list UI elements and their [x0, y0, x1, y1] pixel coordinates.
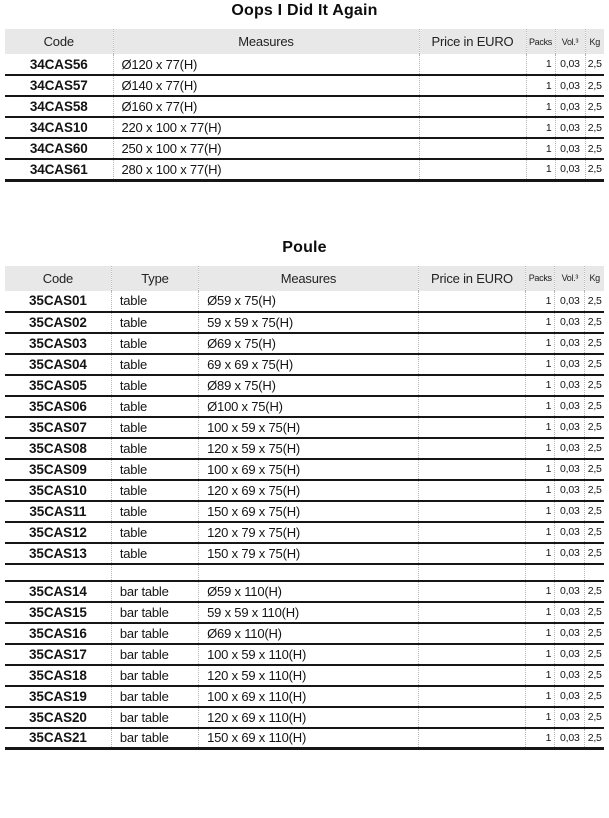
cell-packs: 1 [526, 623, 555, 644]
table-row [5, 291, 604, 312]
cell-code: 35CAS14 [29, 583, 87, 599]
cell-kg: 2,5 [585, 522, 604, 543]
cell-measures: 120 x 59 x 110(H) [199, 665, 419, 686]
cell-code: 35CAS21 [29, 730, 87, 746]
cell-packs: 1 [526, 480, 555, 501]
cell-kg: 2,5 [585, 375, 604, 396]
table-row [5, 581, 604, 602]
cell-price [419, 159, 526, 180]
cell-vol: 0,03 [555, 707, 585, 728]
cell-kg: 2,5 [585, 665, 604, 686]
cell-kg: 2,5 [585, 96, 604, 117]
section-oops-i-did-it-again [5, 2, 604, 182]
cell-price [418, 543, 525, 564]
cell-code: 35CAS15 [29, 604, 87, 620]
cell-price [418, 707, 525, 728]
col-header-vol: Vol.³ [555, 29, 585, 54]
table-row [5, 686, 604, 707]
cell-vol: 0,03 [555, 602, 585, 623]
col-header-type: Type [111, 266, 198, 291]
table-row [5, 96, 604, 117]
cell-vol: 0,03 [555, 501, 585, 522]
cell-price [419, 117, 526, 138]
cell-packs: 1 [526, 438, 555, 459]
cell-code: 35CAS08 [29, 440, 87, 456]
cell-code: 34CAS57 [29, 78, 88, 93]
cell-type [111, 564, 198, 581]
cell-vol: 0,03 [555, 375, 585, 396]
cell-code: 35CAS07 [29, 419, 87, 435]
col-header-measures: Measures [113, 29, 419, 54]
table-title: Oops I Did It Again [231, 2, 378, 19]
cell-packs: 1 [526, 522, 555, 543]
cell-vol: 0,03 [555, 581, 585, 602]
cell-kg: 2,5 [585, 138, 604, 159]
cell-code: 35CAS06 [29, 398, 87, 414]
cell-measures: 150 x 69 x 75(H) [199, 501, 419, 522]
cell-vol: 0,03 [555, 117, 585, 138]
cell-kg [585, 564, 604, 581]
col-header-kg: Kg [585, 29, 604, 54]
cell-vol: 0,03 [555, 96, 585, 117]
table-row [5, 159, 604, 180]
cell-code: 34CAS61 [29, 161, 88, 177]
col-header-price: Price in EURO [418, 266, 525, 291]
col-header-code: Code [42, 270, 74, 286]
cell-kg: 2,5 [585, 644, 604, 665]
cell-code: 35CAS17 [29, 646, 87, 662]
cell-vol: 0,03 [555, 438, 585, 459]
cell-type: table [111, 333, 198, 354]
cell-measures: Ø59 x 75(H) [199, 291, 419, 312]
cell-code: 35CAS19 [29, 688, 87, 704]
cell-vol: 0,03 [555, 686, 585, 707]
cell-type: table [111, 417, 198, 438]
cell-code: 34CAS10 [29, 120, 88, 135]
cell-packs: 1 [526, 117, 555, 138]
cell-packs: 1 [526, 644, 555, 665]
cell-type: table [111, 501, 198, 522]
cell-kg: 2,5 [585, 396, 604, 417]
cell-packs: 1 [526, 417, 555, 438]
table-row [5, 354, 604, 375]
cell-measures: 59 x 59 x 75(H) [199, 312, 419, 333]
header-row [5, 29, 604, 54]
cell-measures [199, 564, 419, 581]
cell-kg: 2,5 [585, 728, 604, 749]
cell-measures: 120 x 59 x 75(H) [199, 438, 419, 459]
col-header-price: Price in EURO [419, 29, 526, 54]
cell-price [418, 728, 525, 749]
cell-price [418, 602, 525, 623]
cell-measures: Ø69 x 75(H) [199, 333, 419, 354]
cell-type: bar table [111, 644, 198, 665]
table-row [5, 522, 604, 543]
cell-measures: Ø100 x 75(H) [199, 396, 419, 417]
price-table [5, 29, 604, 182]
table-row [5, 644, 604, 665]
cell-kg: 2,5 [585, 543, 604, 564]
cell-vol: 0,03 [555, 75, 585, 96]
cell-price [418, 564, 525, 581]
cell-vol: 0,03 [555, 333, 585, 354]
table-row [5, 417, 604, 438]
cell-kg: 2,5 [585, 602, 604, 623]
table-row [5, 501, 604, 522]
cell-measures: 120 x 69 x 75(H) [199, 480, 419, 501]
cell-packs: 1 [526, 728, 555, 749]
col-header-code: Code [43, 34, 74, 49]
cell-price [419, 75, 526, 96]
cell-measures: 100 x 59 x 75(H) [199, 417, 419, 438]
cell-kg: 2,5 [585, 686, 604, 707]
table-row [5, 138, 604, 159]
cell-kg: 2,5 [585, 501, 604, 522]
cell-vol: 0,03 [555, 644, 585, 665]
cell-type: table [111, 543, 198, 564]
cell-packs: 1 [526, 75, 555, 96]
cell-measures: Ø120 x 77(H) [113, 54, 419, 75]
cell-code: 34CAS60 [29, 141, 88, 156]
table-row [5, 312, 604, 333]
cell-code: 35CAS10 [29, 482, 87, 498]
table-row [5, 480, 604, 501]
cell-type: table [111, 312, 198, 333]
cell-kg: 2,5 [585, 417, 604, 438]
cell-price [418, 312, 525, 333]
cell-kg: 2,5 [585, 707, 604, 728]
cell-measures: 100 x 69 x 75(H) [199, 459, 419, 480]
cell-measures: 150 x 79 x 75(H) [199, 543, 419, 564]
cell-kg: 2,5 [585, 581, 604, 602]
table-row [5, 459, 604, 480]
table-title: Poule [282, 238, 327, 256]
col-header-vol: Vol.³ [555, 266, 585, 291]
cell-code: 35CAS13 [29, 545, 87, 561]
cell-code: 35CAS16 [29, 625, 87, 641]
cell-vol: 0,03 [555, 138, 585, 159]
table-body [5, 291, 604, 749]
cell-price [418, 665, 525, 686]
cell-type: bar table [111, 623, 198, 644]
cell-vol: 0,03 [555, 396, 585, 417]
cell-packs: 1 [526, 333, 555, 354]
cell-type: table [111, 480, 198, 501]
cell-packs: 1 [526, 159, 555, 180]
cell-price [418, 623, 525, 644]
cell-packs: 1 [526, 686, 555, 707]
cell-type: table [111, 375, 198, 396]
cell-measures: 100 x 69 x 110(H) [199, 686, 419, 707]
table-row [5, 602, 604, 623]
cell-type: table [111, 396, 198, 417]
cell-packs: 1 [526, 581, 555, 602]
cell-packs: 1 [526, 312, 555, 333]
cell-type: bar table [111, 581, 198, 602]
price-table [5, 266, 604, 751]
cell-price [419, 138, 526, 159]
cell-vol: 0,03 [555, 522, 585, 543]
cell-type: bar table [111, 707, 198, 728]
cell-code: 35CAS11 [29, 503, 87, 519]
cell-packs: 1 [526, 354, 555, 375]
table-row [5, 543, 604, 564]
cell-price [418, 417, 525, 438]
cell-vol: 0,03 [555, 623, 585, 644]
cell-type: table [111, 354, 198, 375]
cell-code: 35CAS03 [29, 335, 87, 351]
cell-measures: 150 x 69 x 110(H) [199, 728, 419, 749]
cell-code: 35CAS01 [29, 293, 87, 308]
cell-measures: Ø69 x 110(H) [199, 623, 419, 644]
cell-price [418, 459, 525, 480]
cell-price [418, 581, 525, 602]
cell-measures: 120 x 69 x 110(H) [199, 707, 419, 728]
table-header [5, 266, 604, 291]
col-header-kg: Kg [585, 266, 604, 291]
cell-kg: 2,5 [585, 312, 604, 333]
cell-vol: 0,03 [555, 665, 585, 686]
cell-measures: 100 x 59 x 110(H) [199, 644, 419, 665]
cell-code: 35CAS18 [29, 667, 87, 683]
cell-vol: 0,03 [555, 417, 585, 438]
cell-vol: 0,03 [555, 459, 585, 480]
cell-packs: 1 [526, 543, 555, 564]
cell-measures: 280 x 100 x 77(H) [113, 159, 419, 180]
cell-packs: 1 [526, 54, 555, 75]
cell-type: table [111, 291, 198, 312]
table-row [5, 54, 604, 75]
table-row [5, 75, 604, 96]
cell-measures: Ø160 x 77(H) [113, 96, 419, 117]
cell-code: 35CAS05 [29, 377, 87, 393]
table-row [5, 396, 604, 417]
cell-price [419, 54, 526, 75]
table-header [5, 29, 604, 54]
cell-price [418, 396, 525, 417]
cell-vol: 0,03 [555, 480, 585, 501]
cell-code: 35CAS04 [29, 356, 87, 372]
cell-vol: 0,03 [555, 728, 585, 749]
cell-packs: 1 [526, 375, 555, 396]
cell-measures: Ø59 x 110(H) [199, 581, 419, 602]
table-row [5, 333, 604, 354]
cell-price [418, 501, 525, 522]
table-row [5, 665, 604, 686]
cell-price [418, 686, 525, 707]
table-row [5, 623, 604, 644]
cell-kg: 2,5 [585, 54, 604, 75]
cell-measures: 69 x 69 x 75(H) [199, 354, 419, 375]
cell-kg: 2,5 [585, 75, 604, 96]
cell-price [418, 375, 525, 396]
cell-vol: 0,03 [555, 291, 585, 312]
cell-packs: 1 [526, 459, 555, 480]
cell-price [418, 644, 525, 665]
cell-measures: 120 x 79 x 75(H) [199, 522, 419, 543]
cell-kg: 2,5 [585, 117, 604, 138]
cell-measures: 250 x 100 x 77(H) [113, 138, 419, 159]
cell-type: table [111, 438, 198, 459]
cell-kg: 2,5 [585, 480, 604, 501]
cell-type: bar table [111, 686, 198, 707]
cell-price [418, 354, 525, 375]
cell-code: 35CAS12 [29, 524, 87, 540]
col-header-measures: Measures [199, 266, 419, 291]
cell-price [418, 333, 525, 354]
table-row [5, 438, 604, 459]
cell-type: table [111, 459, 198, 480]
cell-kg: 2,5 [585, 354, 604, 375]
cell-code: 34CAS58 [29, 99, 88, 114]
cell-kg: 2,5 [585, 333, 604, 354]
cell-vol: 0,03 [555, 312, 585, 333]
cell-packs: 1 [526, 96, 555, 117]
cell-price [418, 522, 525, 543]
header-row [5, 266, 604, 291]
cell-measures: 220 x 100 x 77(H) [113, 117, 419, 138]
cell-packs [526, 564, 555, 581]
cell-type: bar table [111, 728, 198, 749]
table-row [5, 728, 604, 749]
table-body [5, 54, 604, 180]
col-header-packs: Packs [526, 29, 555, 54]
cell-vol: 0,03 [555, 354, 585, 375]
col-header-packs: Packs [526, 266, 555, 291]
cell-code: 35CAS20 [29, 709, 87, 725]
cell-price [418, 480, 525, 501]
cell-price [418, 438, 525, 459]
cell-kg: 2,5 [585, 159, 604, 180]
cell-vol: 0,03 [555, 159, 585, 180]
cell-kg: 2,5 [585, 438, 604, 459]
cell-code [5, 564, 111, 581]
cell-packs: 1 [526, 665, 555, 686]
cell-type: table [111, 522, 198, 543]
cell-measures: 59 x 59 x 110(H) [199, 602, 419, 623]
cell-packs: 1 [526, 707, 555, 728]
cell-vol: 0,03 [555, 54, 585, 75]
cell-packs: 1 [526, 396, 555, 417]
cell-code: 34CAS56 [29, 56, 88, 72]
cell-price [418, 291, 525, 312]
cell-measures: Ø140 x 77(H) [113, 75, 419, 96]
cell-packs: 1 [526, 501, 555, 522]
cell-packs: 1 [526, 602, 555, 623]
cell-code: 35CAS02 [29, 314, 87, 330]
cell-code: 35CAS09 [29, 461, 87, 477]
table-row [5, 117, 604, 138]
cell-measures: Ø89 x 75(H) [199, 375, 419, 396]
cell-vol: 0,03 [555, 543, 585, 564]
cell-kg: 2,5 [585, 623, 604, 644]
cell-packs: 1 [526, 138, 555, 159]
spacer-row [5, 564, 604, 581]
cell-type: bar table [111, 602, 198, 623]
cell-price [419, 96, 526, 117]
cell-kg: 2,5 [585, 291, 604, 312]
cell-kg: 2,5 [585, 459, 604, 480]
cell-packs: 1 [526, 291, 555, 312]
table-row [5, 707, 604, 728]
cell-vol [555, 564, 585, 581]
table-row [5, 375, 604, 396]
cell-type: bar table [111, 665, 198, 686]
section-poule [5, 239, 604, 751]
